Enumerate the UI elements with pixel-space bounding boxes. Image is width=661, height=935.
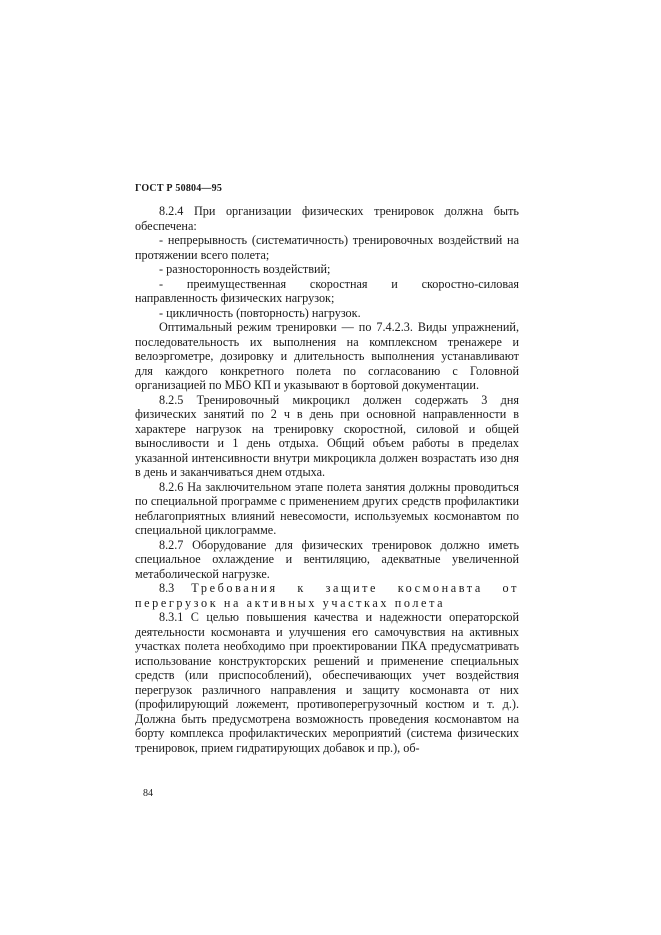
section-heading-8-3 [135, 581, 519, 610]
paragraph-8-2-4-intro: 8.2.4 При организации физических тренировок должна быть обеспечена: [135, 204, 519, 233]
section-number: 8.3 [159, 581, 175, 595]
list-item: - разносторонность воздействий; [159, 262, 331, 276]
document-header: ГОСТ Р 50804—95 [135, 183, 223, 194]
page-number: 84 [143, 788, 153, 799]
paragraph-optimal-mode: Оптимальный режим тренировки — по 7.4.2.3. Виды упражнений, последовательность их выполнения на комплексном тренажере и велоэргометре, дозировку и длительность выполнения устанавливают для каждого конкретного полета по согласованию с Головной организацией по МБО КП и указывают в бортовой документации. [135, 320, 519, 392]
list-item: - преимущественная скоростная и скоростно-силовая направленность физических нагрузок; [135, 276, 519, 305]
paragraph-8-2-5: 8.2.5 Тренировочный микроцикл должен содержать 3 дня физических занятий по 2 ч в день при основной направленности в характере нагрузок на тренировку скоростной, силовой и общей выносливости и 1 день отдыха. Общий объем работы в пределах указанной интенсивности внутри микроцикла должен возрастать изо дня в день и заканчиваться днем отдыха. [135, 392, 519, 479]
paragraph-8-2-6: 8.2.6 На заключительном этапе полета занятия должны проводиться по специальной программе с применением других средств профилактики неблагоприятных влияний невесомости, используемых космонавтом по специальной циклограмме. [135, 479, 519, 537]
section-title: Требования к защите космонавта от перегрузок на активных участках полета [135, 581, 519, 610]
document-body [135, 204, 519, 755]
list-item: - цикличность (повторность) нагрузок. [159, 305, 361, 320]
paragraph-8-3-1: 8.3.1 С целью повышения качества и надежности операторской деятельности космонавта и улучшения его самочувствия на активных участках полета необходимо при проектировании ПКА предусматривать использование конструкторских решений и применение специальных средств (или приспособлений), обеспечивающих учет воздействия перегрузок различного направления и защиту космонавта от них (профилирующий ложемент, противоперегрузочный костюм и т. д.). Должна быть предусмотрена возможность проведения космонавтом на борту комплекса профилактических мероприятий (система физических тренировок, прием гидратирующих добавок и пр.), об- [135, 610, 519, 755]
list-item: - непрерывность (систематичность) тренировочных воздействий на протяжении всего полета; [135, 233, 519, 262]
paragraph-8-2-7: 8.2.7 Оборудование для физических тренировок должно иметь специальное охлаждение и вентиляцию, адекватные увеличенной метаболической нагрузке. [135, 537, 519, 581]
